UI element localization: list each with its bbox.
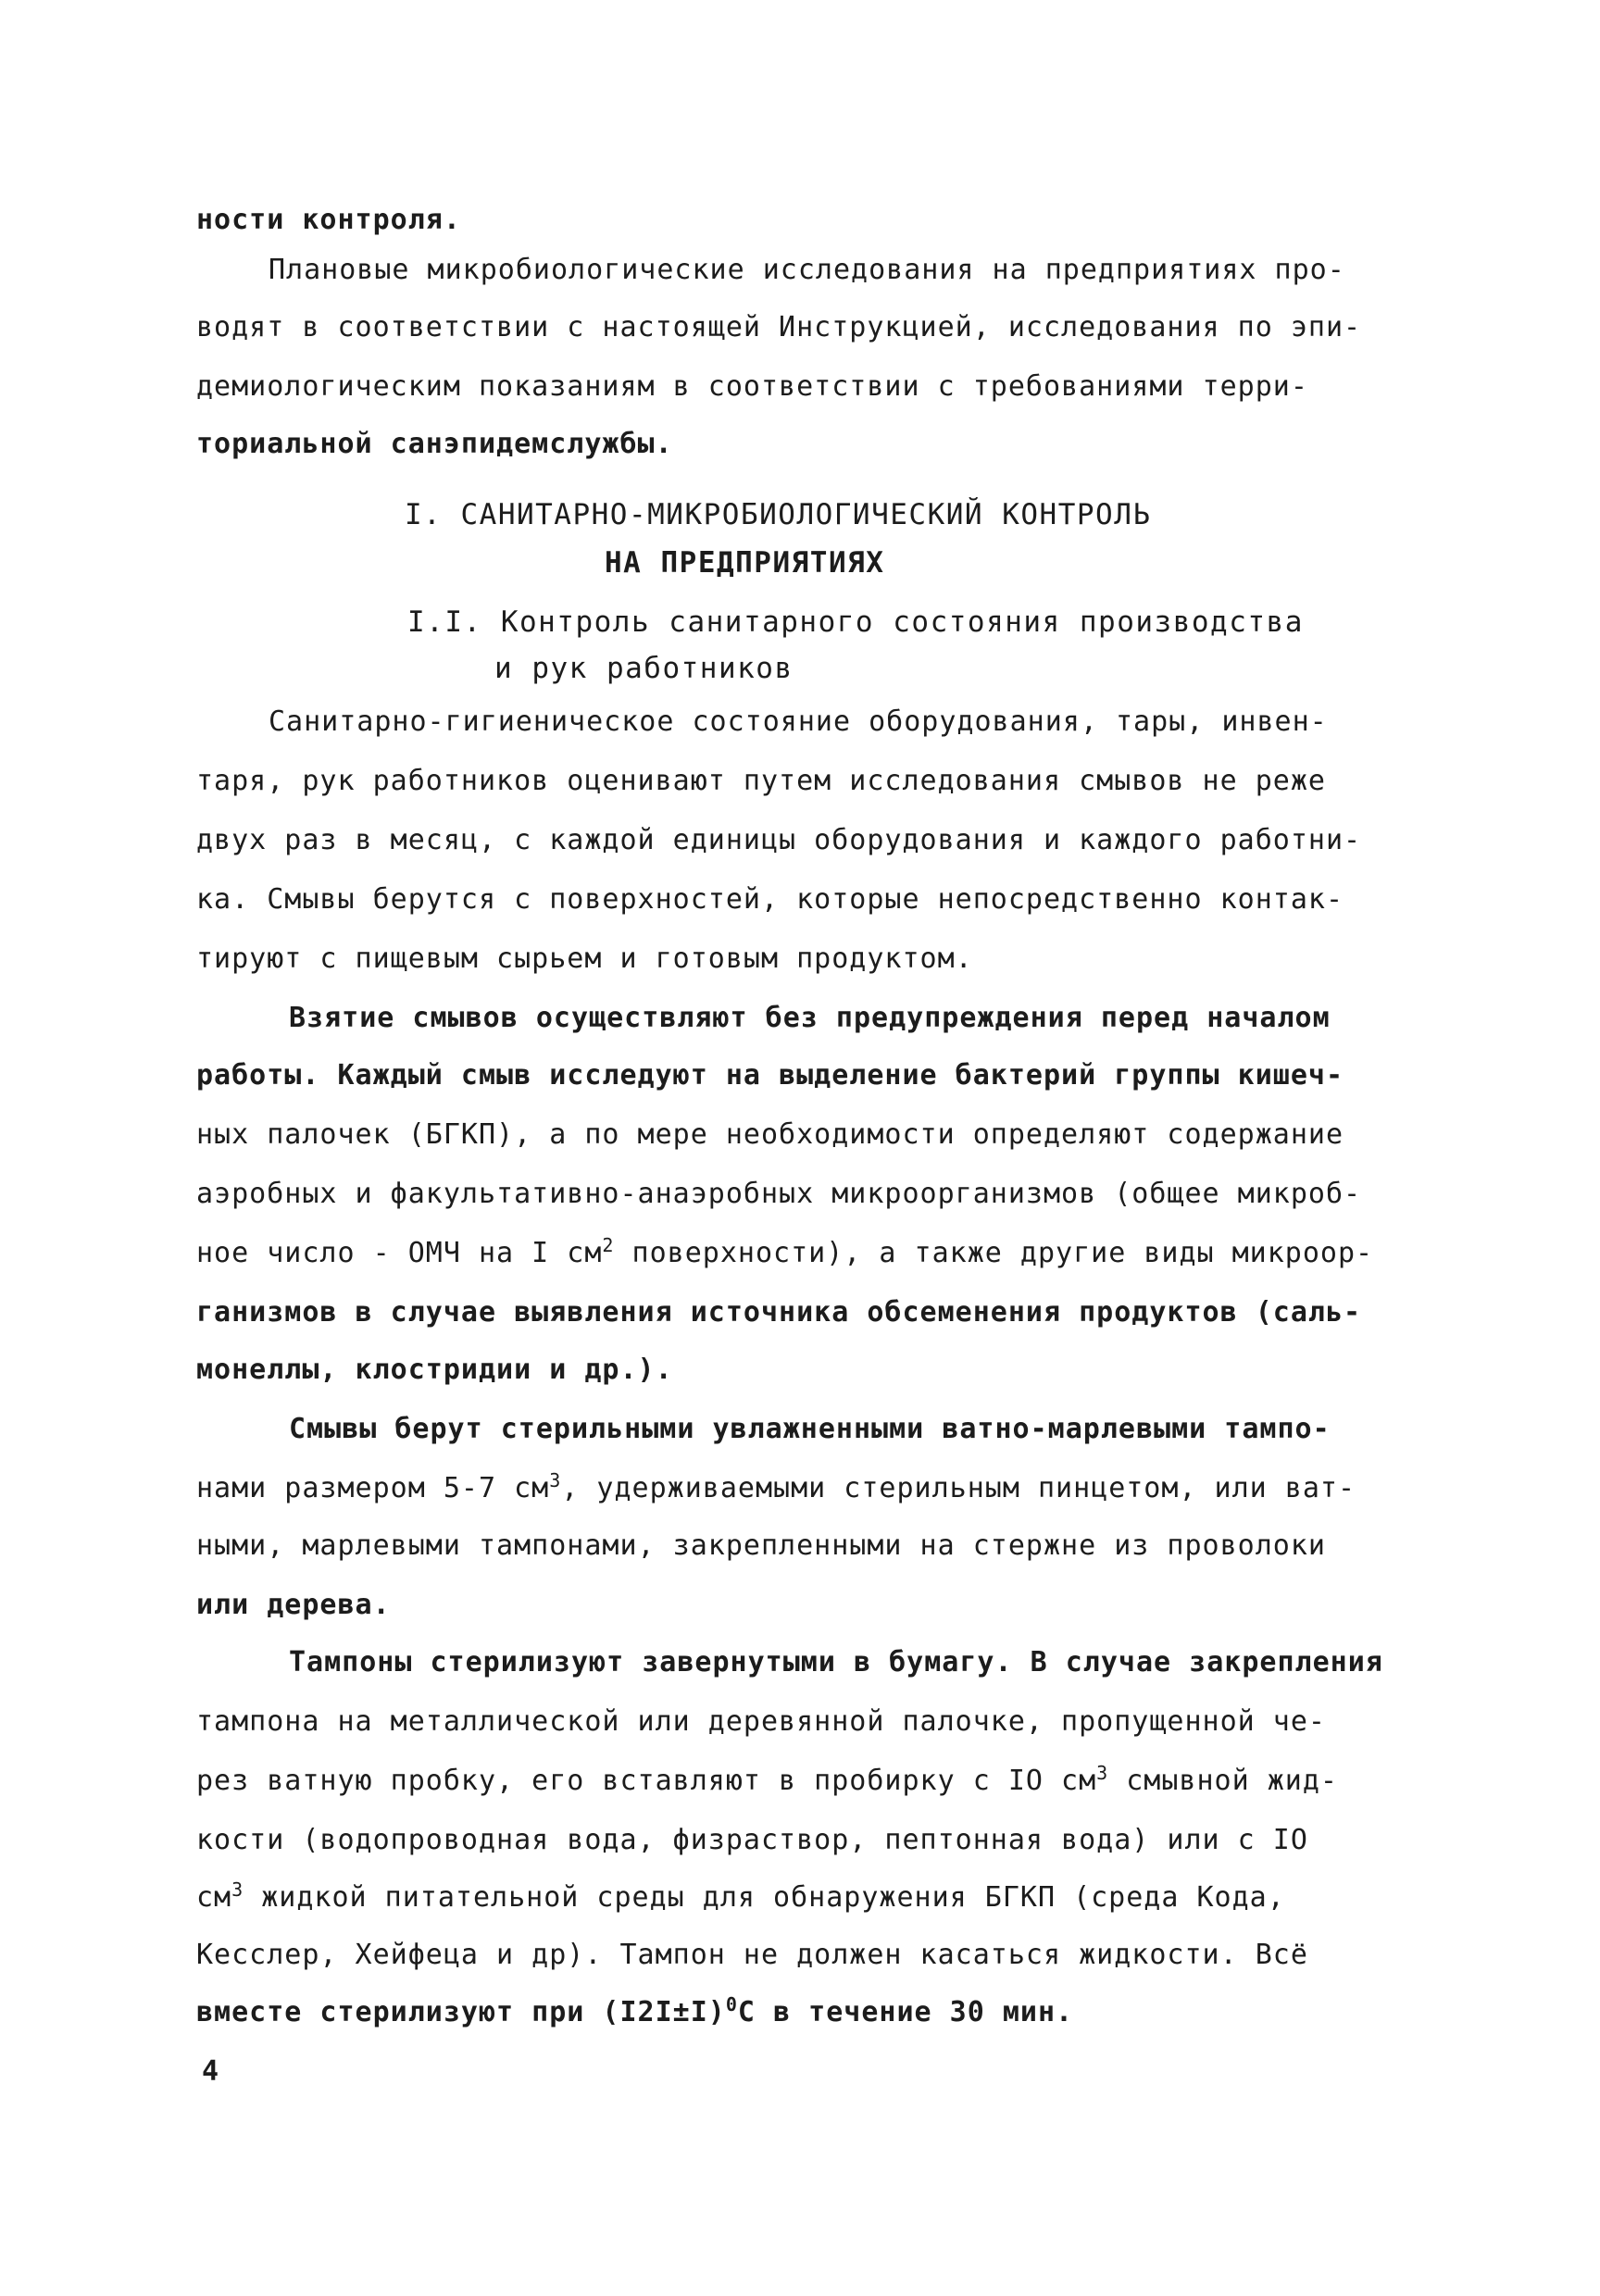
superscript: 3 <box>231 1878 244 1901</box>
text-line: работы. Каждый смыв исследуют на выделение бактерий группы кишеч- <box>196 1059 1344 1092</box>
text-line: Тампоны стерилизуют завернутыми в бумагу. В случае закрепления <box>289 1646 1383 1678</box>
superscript: 3 <box>1096 1762 1109 1784</box>
text-line: водят в соответствии с настоящей Инструкцией, исследования по эпи- <box>196 311 1362 343</box>
text-line <box>196 1763 1338 1800</box>
text-line: таря, рук работников оценивают путем исследования смывов не реже <box>196 765 1326 797</box>
text-line: ных палочек (БГКП), а по мере необходимости определяют содержание <box>196 1118 1344 1151</box>
text-line: демиологическим показаниям в соответствии с требованиями терри- <box>196 370 1308 403</box>
text-segment: жидкой питательной среды для обнаружения БГКП (среда Кода, <box>244 1881 1285 1914</box>
text-line: тампона на металлической или деревянной палочке, пропущенной че- <box>196 1705 1326 1738</box>
text-line: кости (водопроводная вода, физраствор, пептонная вода) или с IO <box>196 1824 1308 1856</box>
text-line: ганизмов в случае выявления источника обсеменения продуктов (саль- <box>196 1296 1362 1329</box>
text-segment: смывной жид- <box>1108 1765 1338 1797</box>
text-line: аэробных и факультативно-анаэробных микроорганизмов (общее микроб- <box>196 1178 1362 1210</box>
text-line: Плановые микробиологические исследования на предприятиях про- <box>269 254 1345 286</box>
text-line: Смывы берут стерильными увлажненными ватно-марлевыми тампо- <box>289 1413 1331 1445</box>
text-segment: вместе стерилизуют при (I2I±I) <box>196 1996 726 2028</box>
text-line: Взятие смывов осуществляют без предупреждения перед началом <box>289 1002 1331 1034</box>
text-line: Кесслер, Хейфеца и др). Тампон не должен касаться жидкости. Всё <box>196 1939 1308 1971</box>
text-line <box>196 1470 1356 1507</box>
text-line <box>196 1994 1073 2031</box>
text-segment: поверхности), а также другие виды микроор- <box>614 1237 1374 1269</box>
text-line <box>196 1235 1373 1272</box>
text-line: ности контроля. <box>196 204 461 236</box>
superscript: 2 <box>602 1234 615 1256</box>
text-line: Санитарно-гигиеническое состояние оборудования, тары, инвен- <box>269 705 1328 738</box>
text-segment: см <box>196 1881 232 1914</box>
text-line: монеллы, клостридии и др.). <box>196 1354 673 1386</box>
text-line: ториальной санэпидемслужбы. <box>196 428 673 460</box>
text-segment: нами размером 5-7 см <box>196 1472 550 1504</box>
text-line: тируют с пищевым сырьем и готовым продуктом. <box>196 942 973 975</box>
subsection-heading: и рук работников <box>494 652 794 685</box>
text-segment: ное число - ОМЧ на I см <box>196 1237 603 1269</box>
text-line: или дерева. <box>196 1589 391 1621</box>
subsection-heading: I.I. Контроль санитарного состояния производства <box>407 605 1304 639</box>
page-number: 4 <box>202 2055 219 2088</box>
text-segment: , удерживаемыми стерильным пинцетом, или ват- <box>561 1472 1356 1504</box>
section-heading: I. САНИТАРНО-МИКРОБИОЛОГИЧЕСКИЙ КОНТРОЛЬ <box>405 498 1152 531</box>
text-line: ными, марлевыми тампонами, закрепленными на стержне из проволоки <box>196 1529 1326 1562</box>
text-segment: рез ватную пробку, его вставляют в пробирку с IO см <box>196 1765 1097 1797</box>
text-line: ка. Смывы берутся с поверхностей, которые непосредственно контак- <box>196 883 1344 916</box>
section-heading: НА ПРЕДПРИЯТИЯХ <box>605 546 885 580</box>
text-line: двух раз в месяц, с каждой единицы оборудования и каждого работни- <box>196 824 1362 856</box>
superscript: 0 <box>725 1993 738 2015</box>
superscript: 3 <box>549 1469 562 1491</box>
text-line <box>196 1879 1285 1916</box>
text-segment: C в течение 30 мин. <box>737 1996 1074 2028</box>
